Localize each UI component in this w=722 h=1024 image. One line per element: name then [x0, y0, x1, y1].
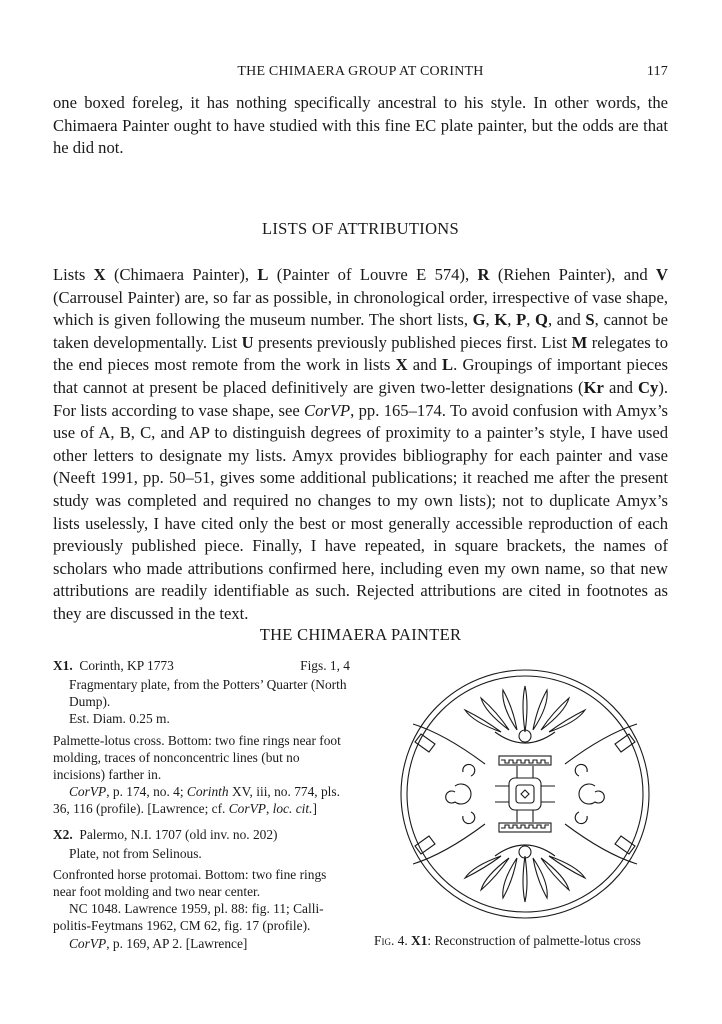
outer-ring — [401, 670, 649, 918]
caption-id: X1 — [411, 933, 428, 948]
entry-line — [69, 676, 350, 710]
paragraph-run: , pp. 165–174. To avoid confusion with Amyx’s use of A, B, C, and AP to distinguish degrees of proximity to a painter’s style, I have used other letters to designate my lists. Amyx provides bibliography for each painter and vase (Neeft 1991, pp. 50–51, gives some additional publications; it reached me after the present study was completed and required no changes to my own lists); not to duplicate Amyx’s lists uselessly, I have cited only the best or most generally accessible reproduction of each previously published piece. Finally, I have repeated, in square brackets, the names of scholars who made attributions confirmed here, including even my own name, so that new attributions are readily identifiable as such. Rejected attributions are cited in footnotes as they are discussed in the text. — [53, 400, 669, 623]
volute-spirals — [446, 764, 605, 823]
paragraph-run: Lists — [53, 265, 94, 284]
paragraph-run: relegates to the end pieces most remote from the work in lists — [53, 332, 669, 375]
paragraph-run: U — [241, 332, 254, 352]
paragraph-run: , — [526, 310, 536, 330]
entry-id: X1. — [53, 658, 73, 673]
paragraph-run: L — [257, 265, 269, 284]
painter-heading: THE CHIMAERA PAINTER — [259, 625, 462, 644]
entry-text-run: , p. 174, no. 4; — [106, 784, 187, 800]
paragraph-run: Q — [535, 310, 548, 330]
caption-label: Fig. 4. — [374, 933, 408, 948]
entry-text-run: CorVP — [69, 784, 107, 800]
entry-line — [53, 866, 350, 900]
entry-line — [53, 783, 350, 817]
figure-caption — [374, 933, 674, 949]
palmette-lotus-cross-figure — [380, 664, 670, 924]
entry-location: Palermo, N.I. 1707 (old inv. no. 202) — [72, 826, 278, 842]
entry-line — [69, 845, 350, 862]
entry-text-run: CorVP — [228, 801, 266, 817]
paragraph-run: and — [407, 355, 442, 375]
entry-text-run: Fragmentary plate, from the Potters’ Quarter (North Dump). — [69, 677, 347, 710]
entry-head — [53, 657, 350, 676]
entry-text-run: Plate, not from Selinous. — [69, 845, 202, 861]
paragraph-run: V — [656, 265, 668, 284]
catalogue-entry — [53, 826, 350, 960]
meander-bands — [499, 756, 551, 832]
paragraph-run: K — [494, 310, 508, 330]
paragraph-run: Cy — [638, 377, 659, 397]
central-cross-knot — [495, 766, 555, 822]
paragraph-run: , — [485, 310, 495, 330]
lists-paragraph — [53, 264, 668, 626]
catalogue-entry — [53, 657, 350, 826]
paragraph-run: P — [516, 310, 527, 330]
running-head — [53, 64, 668, 84]
intro-paragraph: one boxed foreleg, it has nothing specifically ancestral to his style. In other words, the Chimaera Painter ought to have studied with this fine EC plate painter, but the odds are that he did not. — [53, 93, 668, 158]
inner-ring — [407, 676, 643, 912]
entry-text-run: Confronted horse protomai. Bottom: two fine rings near foot molding and two near center. — [53, 866, 327, 900]
lists-heading: LISTS OF ATTRIBUTIONS — [262, 219, 459, 238]
page-number: 117 — [646, 64, 668, 79]
entry-location: Corinth, KP 1773 — [72, 658, 174, 673]
palmette-top — [465, 686, 585, 743]
entry-line — [53, 935, 350, 952]
entry-text-run: NC 1048. Lawrence 1959, pl. 88: fig. 11; Calli-politis-Feytmans 1962, CM 62, fig. 17 (profile). — [53, 901, 324, 934]
paragraph-run: CorVP — [304, 400, 351, 420]
entry-text-run: , — [265, 801, 273, 817]
entry-text-run: loc. cit. — [272, 801, 313, 817]
paragraph-run: L — [442, 355, 454, 375]
entry-figs: Figs. 1, 4 — [300, 658, 350, 673]
paragraph-run: (Riehen Painter), and — [489, 265, 657, 284]
paragraph-run: (Painter of Louvre E 574), — [268, 265, 478, 284]
paragraph-run: X — [93, 265, 106, 284]
entry-text-run: , p. 169, AP 2. [Lawrence] — [106, 935, 248, 951]
paragraph-run: (Carrousel Painter) are, so far as possible, in chronological order, irrespective of vase shape, which is given following the museum number. The short lists, — [53, 287, 668, 330]
paragraph-run: M — [571, 332, 588, 352]
paragraph-run: , — [507, 310, 517, 330]
paragraph-run: S — [585, 310, 595, 330]
entry-head — [53, 826, 350, 845]
paragraph-run: R — [477, 265, 490, 284]
paragraph-run: , and — [547, 310, 586, 330]
caption-text: : Reconstruction of palmette-lotus cross — [427, 933, 641, 948]
paragraph-run: and — [603, 377, 639, 397]
paragraph-run: , cannot be taken developmentally. List — [53, 310, 669, 352]
catalogue-entries — [53, 657, 350, 960]
entry-text-run: XV, iii, no. 774, pls. 36, 116 (profile). [Lawrence; cf. — [53, 784, 340, 817]
palmette-bottom — [465, 845, 585, 902]
entry-id: X2. — [53, 826, 73, 842]
entry-text-run: Palmette-lotus cross. Bottom: two fine rings near foot molding, traces of nonconcentric lines (but no incisions) farther in. — [53, 732, 341, 783]
paragraph-run: Kr — [583, 377, 604, 397]
entry-line — [69, 710, 350, 727]
entry-text-run: ] — [312, 801, 317, 817]
paragraph-run: (Chimaera Painter), — [105, 265, 258, 284]
paragraph-run: ). For lists according to vase shape, see — [53, 377, 668, 420]
entry-text-run: CorVP — [69, 935, 107, 951]
entry-line — [53, 900, 350, 934]
entry-text-run: Corinth — [186, 784, 229, 800]
entry-spacer — [53, 952, 350, 960]
running-title: THE CHIMAERA GROUP AT CORINTH — [237, 64, 484, 79]
paragraph-run: X — [395, 355, 408, 375]
paragraph-run: G — [472, 310, 486, 330]
paragraph-run: presents previously published pieces first. List — [253, 332, 572, 352]
entry-spacer — [53, 818, 350, 826]
paragraph-run: . Groupings of important pieces that cannot at present be placed definitively are given two-letter designations ( — [53, 355, 668, 397]
entry-text-run: Est. Diam. 0.25 m. — [69, 711, 170, 727]
entry-line — [53, 732, 350, 784]
